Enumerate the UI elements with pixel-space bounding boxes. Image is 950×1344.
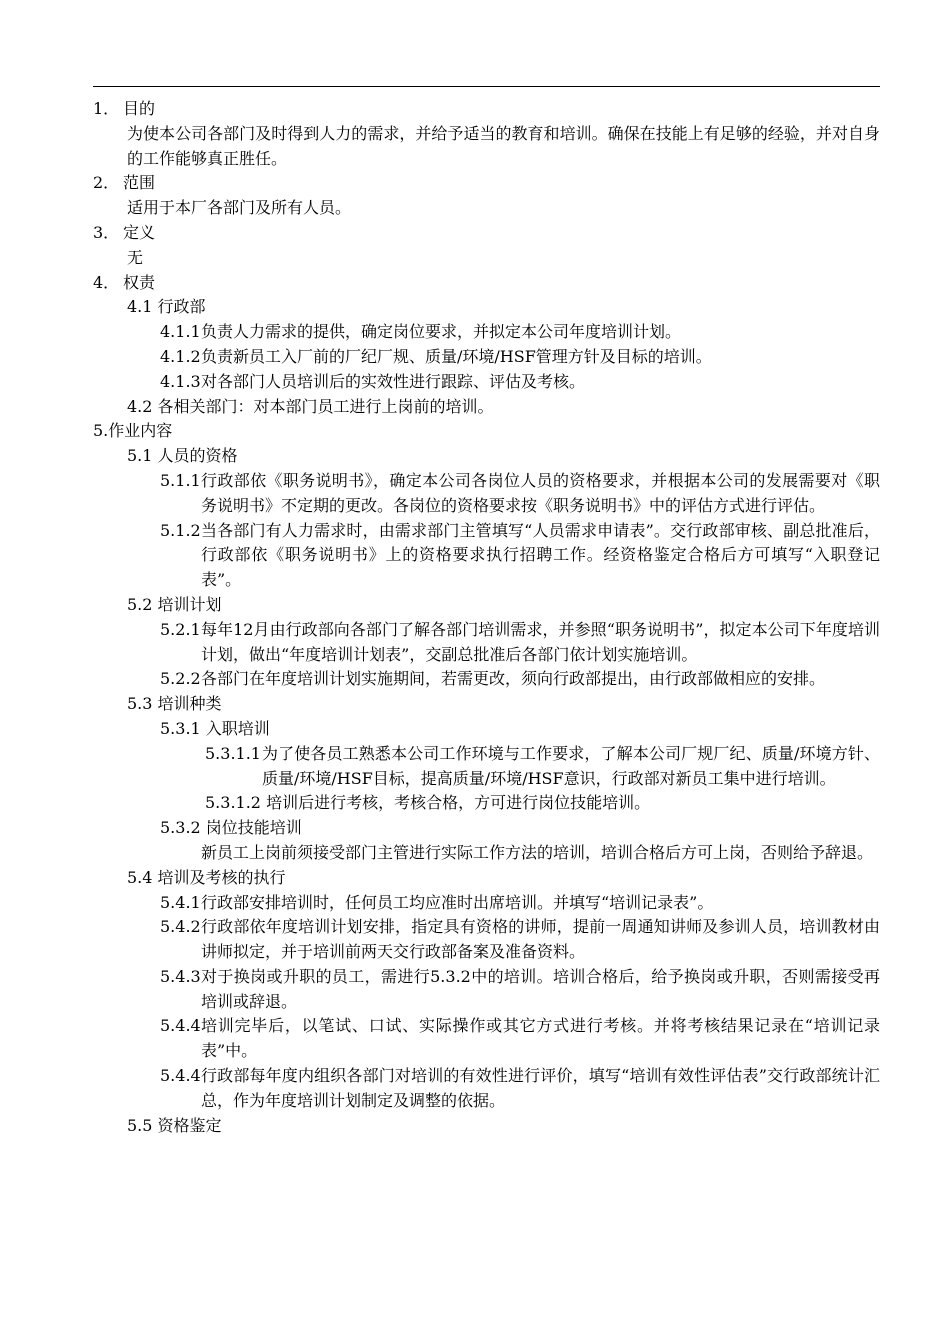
clause-5-4-2: 5.4.2 行政部依年度培训计划安排，指定具有资格的讲师，提前一周通知讲师及参训人员，培训教材由讲师拟定，并于培训前两天交行政部备案及准备资料。 [160, 917, 880, 962]
subsection-5-5: 5.5 资格鉴定 [127, 1115, 222, 1135]
clause-5-4-3: 5.4.3 对于换岗或升职的员工，需进行5.3.2中的培训。培训合格后，给予换岗或升职，否则需接受再培训或辞退。 [160, 966, 880, 1011]
clause-4-1-1: 4.1.1 负责人力需求的提供，确定岗位要求，并拟定本公司年度培训计划。 [160, 322, 682, 342]
section-2-body: 适用于本厂各部门及所有人员。 [127, 198, 352, 218]
clause-5-1-2: 5.1.2 当各部门有人力需求时，由需求部门主管填写“人员需求申请表”。交行政部审核、副总批准后，行政部依《职务说明书》上的资格要求执行招聘工作。经资格鉴定合格后方可填写“入职登记表”。 [160, 520, 880, 590]
subsection-5-1: 5.1 人员的资格 [127, 446, 238, 466]
clause-4-1-2: 4.1.2 负责新员工入厂前的厂纪厂规、质量/环境/HSF管理方针及目标的培训。 [160, 346, 712, 366]
clause-5-3-1: 5.3.1 入职培训 [160, 718, 270, 738]
clause-5-3-2-body: 新员工上岗前须接受部门主管进行实际工作方法的培训，培训合格后方可上岗，否则给予辞退。 [201, 842, 874, 862]
clause-5-1-1: 5.1.1 行政部依《职务说明书》，确定本公司各岗位人员的资格要求，并根据本公司的发展需要对《职务说明书》不定期的更改。各岗位的资格要求按《职务说明书》中的评估方式进行评估。 [160, 470, 880, 515]
subsection-4-2: 4.2 各相关部门：对本部门员工进行上岗前的培训。 [127, 396, 494, 416]
subsection-5-2: 5.2 培训计划 [127, 594, 222, 614]
clause-5-4-4-b: 5.4.4 行政部每年度内组织各部门对培训的有效性进行评价，填写“培训有效性评估表”交行政部统计汇总，作为年度培训计划制定及调整的依据。 [160, 1066, 880, 1110]
clause-5-3-2: 5.3.2 岗位技能培训 [160, 818, 302, 838]
header-rule [93, 86, 880, 87]
clause-5-2-2: 5.2.2 各部门在年度培训计划实施期间，若需更改，须向行政部提出，由行政部做相应的安排。 [160, 669, 826, 689]
section-1-heading: 1． 目的 [93, 99, 156, 118]
section-5-heading: 5.作业内容 [93, 421, 173, 441]
clause-5-3-1-1: 5.3.1.1 为了使各员工熟悉本公司工作环境与工作要求，了解本公司厂规厂纪、质量/环境方针、质量/环境/HSF目标，提高质量/环境/HSF意识，行政部对新员工集中进行培训。 [205, 743, 880, 788]
document-body [0, 97, 950, 1138]
subsection-5-3: 5.3 培训种类 [127, 694, 222, 714]
clause-5-4-1: 5.4.1 行政部安排培训时，任何员工均应准时出席培训。并填写“培训记录表”。 [160, 892, 714, 912]
clause-4-1-3: 4.1.3 对各部门人员培训后的实效性进行跟踪、评估及考核。 [160, 371, 586, 391]
section-2-heading: 2． 范围 [93, 173, 156, 193]
subsection-4-1: 4.1 行政部 [127, 297, 206, 317]
clause-5-2-1: 5.2.1 每年12月由行政部向各部门了解各部门培训需求，并参照“职务说明书”，拟定本公司下年度培训计划，做出“年度培训计划表”，交副总批准后各部门依计划实施培训。 [160, 619, 880, 664]
clause-5-3-1-2: 5.3.1.2 培训后进行考核，考核合格，方可进行岗位技能培训。 [205, 793, 651, 813]
subsection-5-4: 5.4 培训及考核的执行 [127, 867, 286, 887]
clause-5-4-4-a: 5.4.4 培训完毕后，以笔试、口试、实际操作或其它方式进行考核。并将考核结果记录在“培训记录表”中。 [160, 1016, 880, 1061]
section-3-heading: 3． 定义 [93, 222, 156, 242]
section-4-heading: 4． 权责 [93, 272, 156, 292]
section-3-body: 无 [127, 247, 144, 267]
section-1-body: 为使本公司各部门及时得到人力的需求，并给予适当的教育和培训。确保在技能上有足够的经验，并对自身的工作能够真正胜任。 [127, 123, 880, 168]
